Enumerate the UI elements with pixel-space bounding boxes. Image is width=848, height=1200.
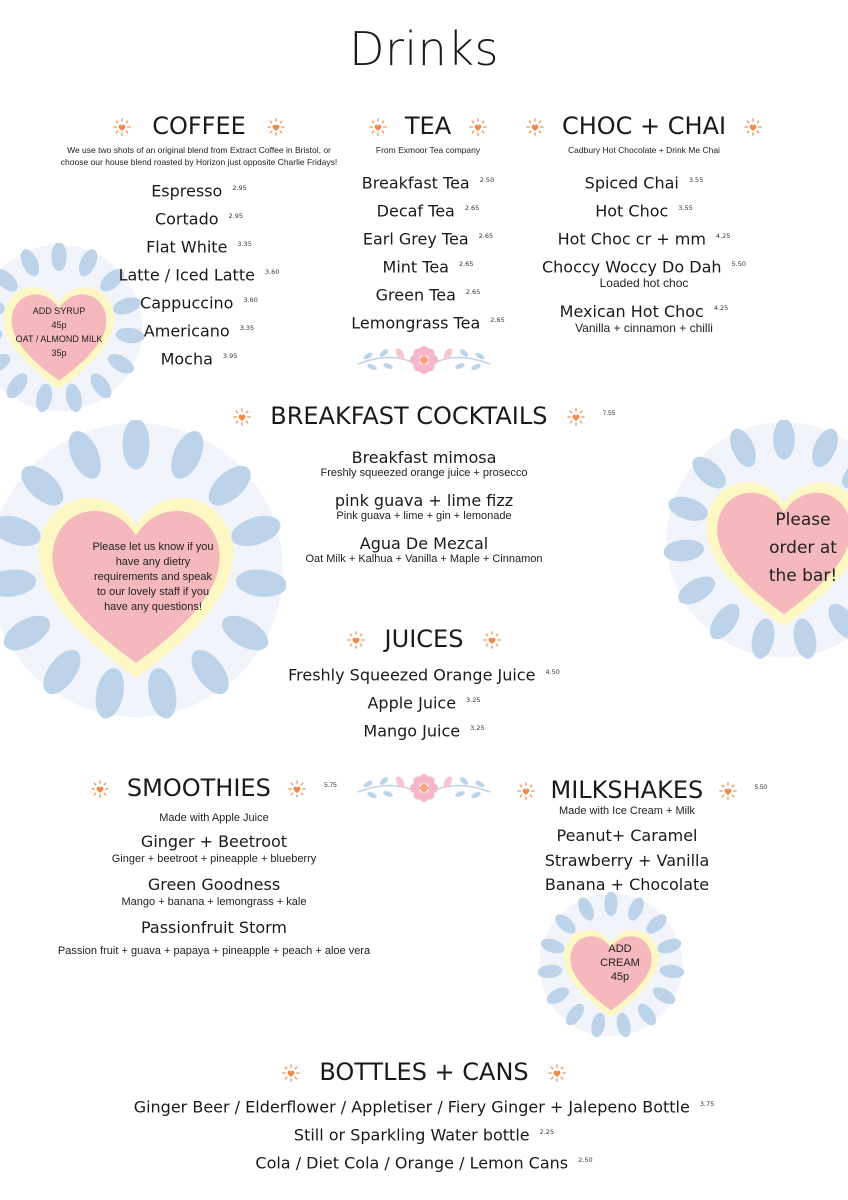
dietary-line: to our lovely staff if you	[96, 586, 210, 598]
tea-heading: TEA	[404, 112, 452, 140]
juice-item: Freshly Squeezed Orange Juice $^{4.50}$	[288, 665, 560, 685]
coffee-item: Americano $^{3.35}$	[143, 320, 255, 340]
tea-section	[330, 112, 526, 336]
coffee-item: Flat White $^{3.35}$	[146, 237, 252, 257]
cream-line: ADD	[608, 943, 632, 955]
cocktail-name: Breakfast mimosa	[351, 448, 497, 467]
tea-item: Earl Grey Tea $^{2.65}$	[362, 229, 494, 249]
sun-heart-icon	[483, 631, 501, 649]
coffee-item: Cortado $^{2.95}$	[154, 209, 244, 229]
flower-divider-top	[354, 342, 494, 378]
juices-heading-row	[0, 625, 848, 653]
choc-note: Cadbury Hot Chocolate + Drink Me Chai	[568, 145, 720, 155]
sun-heart-icon	[288, 780, 306, 798]
dietary-heart-text	[58, 540, 248, 615]
tea-item: Mint Tea $^{2.65}$	[382, 257, 474, 277]
sun-heart-icon	[267, 118, 285, 136]
sun-heart-icon	[526, 118, 544, 136]
cocktail-desc: Freshly squeezed orange juice + prosecco	[320, 467, 528, 479]
choc-item: Spiced Chai $^{3.55}$	[584, 173, 704, 193]
choc-item: Hot Choc $^{3.55}$	[595, 201, 693, 221]
syrup-line: ADD SYRUP	[32, 306, 86, 316]
milkshake-item: Strawberry + Vanilla	[544, 850, 710, 870]
smoothies-note: Made with Apple Juice	[159, 812, 269, 824]
cocktails-heading: BREAKFAST COCKTAILS	[270, 402, 548, 430]
milkshakes-list	[512, 804, 742, 898]
cream-price: 45p	[610, 971, 630, 983]
cocktails-heading-row	[0, 402, 848, 430]
cocktail-name: pink guava + lime fizz	[334, 491, 514, 510]
smoothies-heading: SMOOTHIES	[126, 774, 271, 802]
sun-heart-icon	[517, 782, 535, 800]
coffee-note-1: We use two shots of an original blend from Extract Coffee in Bristol, or	[67, 145, 331, 155]
choc-section	[520, 112, 768, 335]
choc-list	[520, 168, 768, 280]
choc-heading: CHOC + CHAI	[561, 112, 727, 140]
syrup-price: 45p	[51, 320, 67, 330]
sun-heart-icon	[282, 1064, 300, 1082]
cocktails-price: 7.55	[602, 410, 616, 417]
milkshakes-note: Made with Ice Cream + Milk	[558, 805, 695, 817]
smoothies-section	[34, 774, 394, 957]
sun-heart-icon	[113, 118, 131, 136]
juice-item: Mango Juice $^{3.25}$	[363, 721, 485, 741]
tea-heading-row	[330, 112, 526, 140]
bottles-list	[0, 1092, 848, 1176]
loaded-note: Loaded hot choc	[599, 275, 689, 290]
dietary-line: requirements and speak	[93, 571, 212, 583]
bottle-item: Still or Sparkling Water bottle $^{2.25}$	[293, 1125, 555, 1145]
cocktail-desc: Oat Milk + Kalhua + Vanilla + Maple + Cinnamon	[305, 553, 543, 565]
milkshakes-heading-row	[512, 776, 772, 804]
smoothies-price: 5.75	[324, 782, 337, 789]
bottle-item: Cola / Diet Cola / Orange / Lemon Cans $^{2.50}$	[255, 1153, 593, 1173]
coffee-item: Mocha $^{3.95}$	[160, 348, 238, 368]
tea-item: Green Tea $^{2.65}$	[375, 285, 481, 305]
tea-note: From Exmoor Tea company	[375, 145, 481, 155]
sun-heart-icon	[548, 1064, 566, 1082]
milkshakes-section	[512, 776, 772, 804]
coffee-item: Cappuccino $^{3.60}$	[140, 293, 258, 313]
dietary-line: have any questions!	[104, 601, 202, 613]
cream-line: CREAM	[600, 957, 640, 969]
smoothies-heading-row	[34, 774, 394, 802]
mexican-desc: Vanilla + cinnamon + chilli	[575, 320, 713, 335]
milk-price: 35p	[51, 348, 67, 358]
milkshake-item: Peanut+ Caramel	[556, 826, 698, 845]
cream-heart-text	[580, 942, 660, 984]
order-line: order at	[769, 538, 837, 558]
dietary-line: Please let us know if you	[92, 541, 214, 553]
sun-heart-icon	[369, 118, 387, 136]
bottles-heading: BOTTLES + CANS	[319, 1058, 529, 1086]
choc-item: Hot Choc cr + mm $^{4.25}$	[557, 229, 731, 249]
coffee-heading: COFFEE	[152, 112, 246, 140]
juices-list	[0, 660, 848, 744]
smoothie-desc: Mango + banana + lemongrass + kale	[121, 896, 307, 908]
smoothie-desc: Ginger + beetroot + pineapple + blueberry	[111, 853, 317, 865]
bottle-item: Ginger Beer / Elderflower / Appletiser / Fiery Ginger + Jalepeno Bottle $^{3.75}$	[133, 1097, 715, 1117]
page-title: Drinks	[349, 22, 499, 76]
sun-heart-icon	[567, 408, 585, 426]
coffee-item: Latte / Iced Latte $^{3.60}$	[118, 265, 280, 285]
syrup-heart-text	[0, 304, 118, 360]
order-line: the bar!	[768, 566, 838, 586]
cocktail-name: Agua De Mezcal	[359, 534, 489, 553]
tea-list	[330, 168, 526, 336]
bottles-heading-row	[0, 1058, 848, 1086]
coffee-heading-row	[40, 112, 358, 140]
milkshake-item: Banana + Chocolate	[544, 875, 710, 895]
order-heart-text	[748, 506, 848, 590]
sun-heart-icon	[744, 118, 762, 136]
milkshakes-heading: MILKSHAKES	[550, 776, 704, 804]
sun-heart-icon	[469, 118, 487, 136]
tea-item: Decaf Tea $^{2.65}$	[376, 201, 480, 221]
juice-item: Apple Juice $^{3.25}$	[367, 693, 481, 713]
cocktail-desc: Pink guava + lime + gin + lemonade	[336, 510, 512, 522]
choc-item-mexican: Mexican Hot Choc $^{4.25}$	[559, 301, 729, 321]
tea-item: Breakfast Tea $^{2.50}$	[361, 173, 495, 193]
smoothie-name: Green Goodness	[147, 875, 281, 894]
choc-heading-row	[520, 112, 768, 140]
tea-item: Lemongrass Tea $^{2.65}$	[351, 312, 505, 332]
smoothie-desc: Passion fruit + guava + papaya + pineapple + peach + aloe vera	[57, 945, 371, 957]
sun-heart-icon	[91, 780, 109, 798]
choc-item: Choccy Woccy Do Dah $^{5.50}$	[541, 257, 746, 277]
dietary-line: have any dietry	[115, 556, 191, 568]
coffee-note-2: choose our house blend roasted by Horizon just opposite Charlie Fridays!	[60, 157, 338, 167]
milkshakes-price: 5.50	[754, 784, 768, 791]
sun-heart-icon	[347, 631, 365, 649]
smoothie-name: Passionfruit Storm	[140, 918, 288, 937]
order-line: Please	[775, 510, 831, 530]
sun-heart-icon	[719, 782, 737, 800]
sun-heart-icon	[233, 408, 251, 426]
juices-heading: JUICES	[384, 625, 464, 653]
coffee-item: Espresso $^{2.95}$	[151, 181, 247, 201]
milk-line: OAT / ALMOND MILK	[15, 334, 103, 344]
smoothie-name: Ginger + Beetroot	[140, 832, 288, 851]
